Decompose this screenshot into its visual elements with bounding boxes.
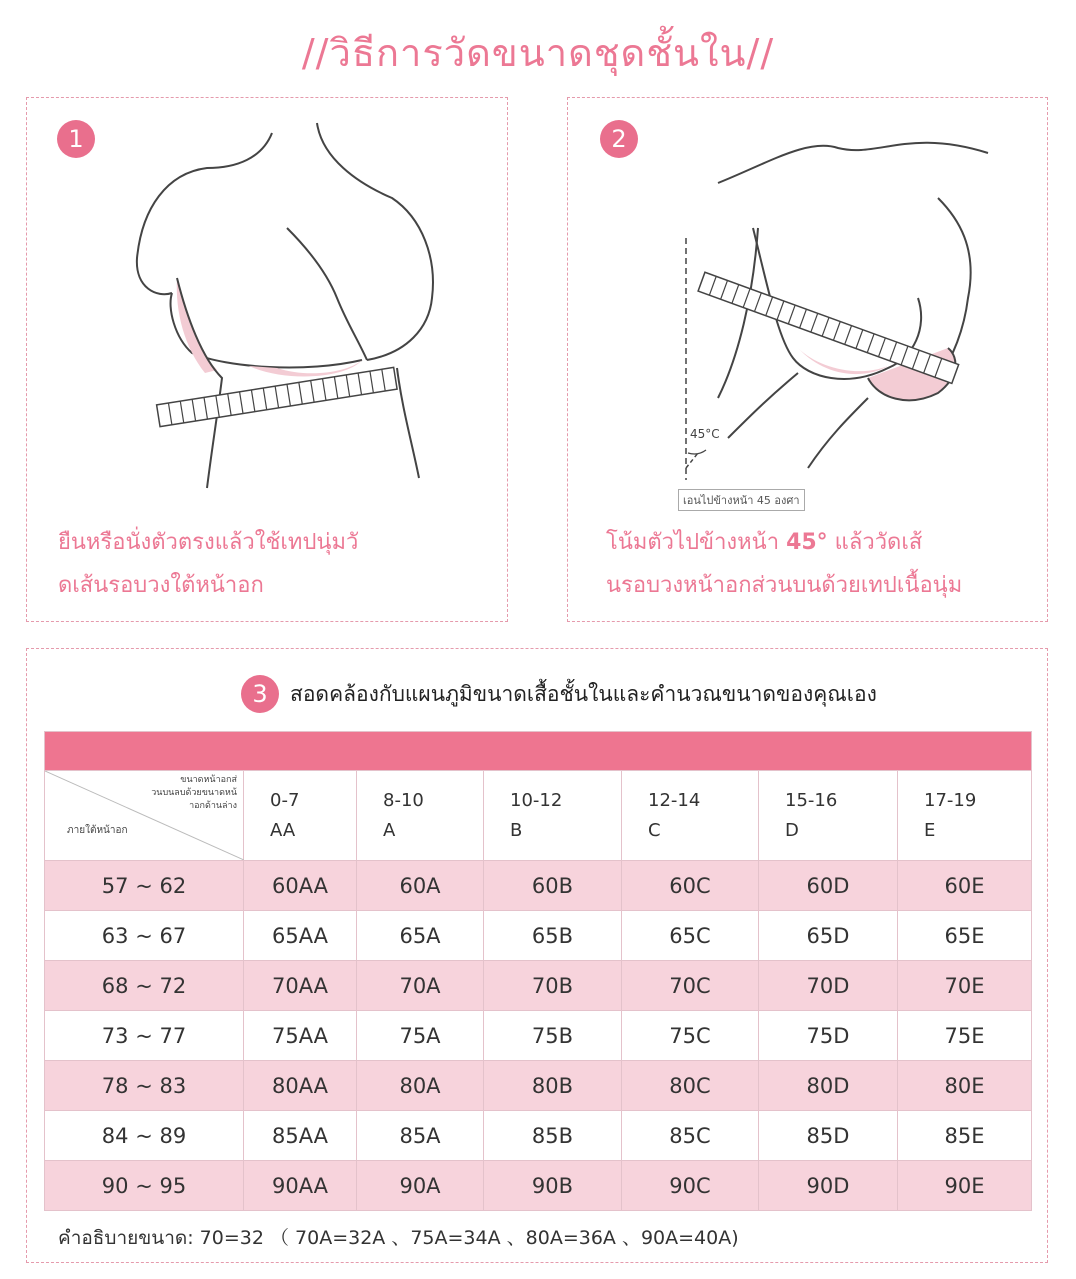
- size-cell: 80AA: [244, 1061, 357, 1111]
- col-header-b: 10-12 B: [484, 771, 622, 861]
- table-row: [45, 1161, 1032, 1211]
- size-cell: 85B: [484, 1111, 622, 1161]
- size-cell: 70E: [898, 961, 1032, 1011]
- size-cell: 80D: [759, 1061, 898, 1111]
- size-cell: 80B: [484, 1061, 622, 1111]
- table-row: [45, 1011, 1032, 1061]
- col-header-aa: 0-7 AA: [244, 771, 357, 861]
- step3-heading: สอดคล้องกับแผนภูมิขนาดเสื้อชั้นในและคำนวณขนาดของคุณเอง: [290, 682, 877, 706]
- size-cell: 65C: [622, 911, 759, 961]
- step2-caption-line2: นรอบวงหน้าอกส่วนบนด้วยเทปเนื้อนุ่ม: [606, 573, 963, 598]
- size-cell: 90E: [898, 1161, 1032, 1211]
- size-cell: 85A: [357, 1111, 484, 1161]
- size-cell: 75D: [759, 1011, 898, 1061]
- size-cell: 85C: [622, 1111, 759, 1161]
- size-cell: 75AA: [244, 1011, 357, 1061]
- step2-badge: 2: [600, 120, 638, 158]
- table-row: [45, 961, 1032, 1011]
- size-cell: 60A: [357, 861, 484, 911]
- size-cell: 75C: [622, 1011, 759, 1061]
- size-cell: 75A: [357, 1011, 484, 1061]
- size-cell: 90AA: [244, 1161, 357, 1211]
- size-cell: 90A: [357, 1161, 484, 1211]
- underbust-measure-illustration: [27, 98, 507, 518]
- step2-caption-line1: โน้มตัวไปข้างหน้า 45° แล้ววัดเส้: [606, 530, 923, 555]
- angle-label: 45°C: [690, 427, 720, 441]
- corner-bottom-label: ภายใต้หน้าอก: [67, 825, 128, 836]
- step2-panel: [567, 97, 1048, 622]
- size-cell: 90B: [484, 1161, 622, 1211]
- size-cell: 70B: [484, 961, 622, 1011]
- step1-caption-line1: ยืนหรือนั่งตัวตรงแล้วใช้เทปนุ่มวั: [58, 530, 359, 555]
- step3-badge: 3: [241, 675, 279, 713]
- bust-measure-illustration: [568, 98, 1048, 498]
- size-cell: 70C: [622, 961, 759, 1011]
- size-cell: 85AA: [244, 1111, 357, 1161]
- size-cell: 70AA: [244, 961, 357, 1011]
- step1-panel: [26, 97, 508, 622]
- size-cell: 75E: [898, 1011, 1032, 1061]
- size-chart-table: [44, 731, 1032, 1211]
- table-row: [45, 1111, 1032, 1161]
- col-header-e: 17-19 E: [898, 771, 1032, 861]
- size-note: คำอธิบายขนาด: 70=32 （ 70A=32A 、75A=34A 、80A=36A 、90A=40A): [58, 1227, 739, 1249]
- size-cell: 65D: [759, 911, 898, 961]
- underbust-cell: 78 ~ 83: [45, 1061, 244, 1111]
- size-cell: 60AA: [244, 861, 357, 911]
- underbust-cell: 57 ~ 62: [45, 861, 244, 911]
- underbust-cell: 68 ~ 72: [45, 961, 244, 1011]
- size-cell: 80C: [622, 1061, 759, 1111]
- table-row: [45, 911, 1032, 961]
- underbust-cell: 90 ~ 95: [45, 1161, 244, 1211]
- table-header-row: [45, 771, 1032, 861]
- size-cell: 85E: [898, 1111, 1032, 1161]
- size-cell: 80E: [898, 1061, 1032, 1111]
- size-cell: 85D: [759, 1111, 898, 1161]
- step1-badge: 1: [57, 120, 95, 158]
- size-cell: 80A: [357, 1061, 484, 1111]
- table-header-bar: [45, 732, 1032, 771]
- underbust-cell: 73 ~ 77: [45, 1011, 244, 1061]
- size-cell: 65B: [484, 911, 622, 961]
- lean-forward-label: เอนไปข้างหน้า 45 องศา: [678, 489, 805, 511]
- step1-caption-line2: ดเส้นรอบวงใต้หน้าอก: [58, 573, 264, 598]
- corner-top-label: ขนาดหน้าอกส่ วนบนลบด้วยขนาดหน้ าอกด้านล่าง: [151, 775, 237, 811]
- size-cell: 60B: [484, 861, 622, 911]
- size-cell: 60D: [759, 861, 898, 911]
- underbust-cell: 63 ~ 67: [45, 911, 244, 961]
- size-cell: 90C: [622, 1161, 759, 1211]
- table-row: [45, 861, 1032, 911]
- size-cell: 65A: [357, 911, 484, 961]
- col-header-c: 12-14 C: [622, 771, 759, 861]
- size-cell: 70D: [759, 961, 898, 1011]
- size-cell: 65E: [898, 911, 1032, 961]
- underbust-cell: 84 ~ 89: [45, 1111, 244, 1161]
- col-header-d: 15-16 D: [759, 771, 898, 861]
- size-cell: 70A: [357, 961, 484, 1011]
- page-title: //วิธีการวัดขนาดชุดชั้นใน//: [301, 31, 775, 75]
- table-corner-cell: [45, 771, 244, 861]
- col-header-a: 8-10 A: [357, 771, 484, 861]
- size-cell: 75B: [484, 1011, 622, 1061]
- table-row: [45, 1061, 1032, 1111]
- size-cell: 90D: [759, 1161, 898, 1211]
- size-cell: 60C: [622, 861, 759, 911]
- size-cell: 65AA: [244, 911, 357, 961]
- size-cell: 60E: [898, 861, 1032, 911]
